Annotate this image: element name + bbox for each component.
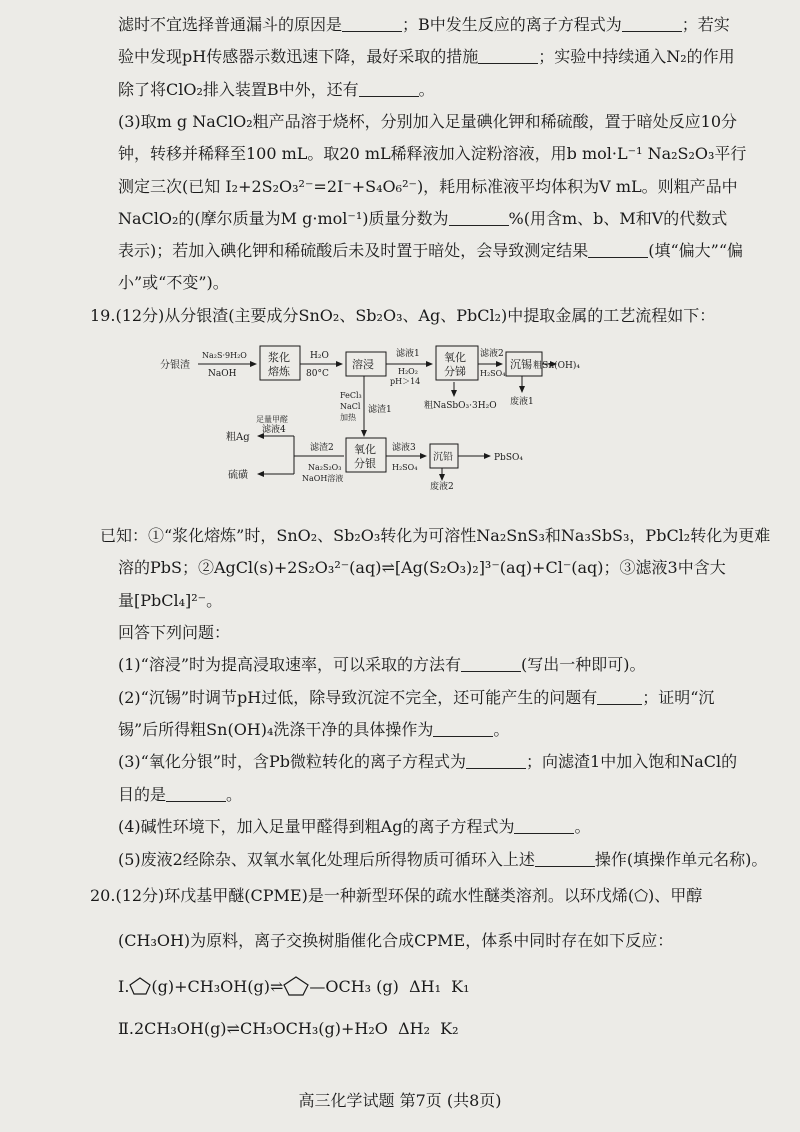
question-line: (1)“溶浸”时为提高浸取速率，可以采取的方法有 (写出一种即可)。 [118,655,646,674]
svg-text:粗NaSbO₃·3H₂O: 粗NaSbO₃·3H₂O [424,401,497,411]
flow-start-label: 分银渣 [160,360,190,371]
svg-text:NaCl: NaCl [340,402,361,411]
svg-text:粗Ag: 粗Ag [226,432,250,443]
answer-blank[interactable] [514,817,574,834]
svg-text:粗Sn(OH)₄: 粗Sn(OH)₄ [533,361,580,371]
svg-text:NaOH溶液: NaOH溶液 [302,474,344,483]
known-line: 已知：①“浆化熔炼”时，SnO₂、Sb₂O₃转化为可溶性Na₂SnS₃和Na₃SbS₃，PbCl₂转化为更难 [100,526,771,545]
svg-text:分锑: 分锑 [444,365,466,378]
answer-blank[interactable] [588,241,648,258]
answer-blank[interactable] [433,720,493,737]
reaction-1: Ⅰ. (g)+CH₃OH(g)⇌ —OCH₃ (g) ΔH₁ K₁ [118,977,470,996]
box-oxidize-silver: 氧化 [354,443,376,456]
box-precipitate-tin: 沉锡 [510,358,532,371]
process-flow-diagram [160,340,580,490]
svg-text:硫磺: 硫磺 [228,470,248,481]
answer-blank[interactable] [359,80,419,97]
svg-text:滤液3: 滤液3 [392,443,416,453]
text-line: 表示)；若加入碘化钾和稀硫酸后未及时置于暗处，会导致测定结果 (填“偏大”“偏 [118,241,744,260]
svg-text:熔炼: 熔炼 [268,365,290,378]
svg-text:足量甲醛: 足量甲醛 [256,415,288,424]
box-oxidize-antimony: 氧化 [444,351,466,364]
svg-text:滤液1: 滤液1 [396,349,420,359]
svg-text:滤液2: 滤液2 [480,349,504,359]
svg-text:H₂O: H₂O [310,351,329,361]
text-line: 除了将ClO₂排入装置B中外，还有 。 [118,80,435,99]
svg-text:废液1: 废液1 [510,397,534,407]
svg-text:H₂O₂: H₂O₂ [398,367,418,376]
question-line: 目的是 。 [118,785,243,804]
svg-text:H₂SO₄: H₂SO₄ [480,369,506,378]
box-precipitate-lead: 沉铅 [433,452,453,463]
answer-blank[interactable] [535,850,595,867]
answer-blank[interactable] [622,15,682,32]
question-line: (5)废液2经除杂、双氧水氧化处理后所得物质可循环入上述 操作(填操作单元名称)。 [118,850,768,869]
svg-text:滤渣2: 滤渣2 [310,443,334,453]
svg-text:Na₂S₂O₃: Na₂S₂O₃ [308,463,342,472]
svg-text:PbSO₄: PbSO₄ [494,453,523,463]
text-line: 钟，转移并稀释至100 mL。取20 mL稀释液加入淀粉溶液，用b mol·L⁻¹ Na₂S₂O₃平行 [118,144,747,163]
question-line: (2)“沉锡”时调节pH过低，除导致沉淀不完全，还可能产生的问题有 ；证明“沉 [118,688,715,707]
text-line: 滤时不宜选择普通漏斗的原因是 ；B中发生反应的离子方程式为 ；若实 [118,15,730,34]
answer-label: 回答下列问题： [118,623,231,642]
text-line: 验中发现pH传感器示数迅速下降，最好采取的措施 ；实验中持续通入N₂的作用 [118,47,735,66]
question-20-title: 20.(12分)环戊基甲醚(CPME)是一种新型环保的疏水性醚类溶剂。以环戊烯(⬠)、甲醇 [90,886,703,905]
page-footer: 高三化学试题 第7页 (共8页) [298,1091,502,1110]
question-19-title: 19.(12分)从分银渣(主要成分SnO₂、Sb₂O₃、Ag、PbCl₂)中提取金属的工艺流程如下： [90,306,716,325]
svg-text:滤渣1: 滤渣1 [368,405,392,415]
text-line: NaClO₂的(摩尔质量为M g·mol⁻¹)质量分数为 %(用含m、b、M和V的代数式 [118,209,728,228]
svg-text:NaOH: NaOH [208,369,237,379]
answer-blank[interactable] [342,15,402,32]
question-20-line: (CH₃OH)为原料，离子交换树脂催化合成CPME，体系中同时存在如下反应： [118,931,674,950]
box-leach: 溶浸 [352,358,374,371]
answer-blank[interactable] [478,47,538,64]
known-line: 溶的PbS；②AgCl(s)+2S₂O₃²⁻(aq)⇌[Ag(S₂O₃)₂]³⁻(aq)+Cl⁻(aq)；③滤液3中含大 [118,558,726,577]
cyclopentene-icon [129,977,151,995]
question-line: 锡”后所得粗Sn(OH)₄洗涤干净的具体操作为 。 [118,720,510,739]
question-line: (4)碱性环境下，加入足量甲醛得到粗Ag的离子方程式为 。 [118,817,591,836]
answer-blank[interactable] [166,785,226,802]
svg-text:H₂SO₄: H₂SO₄ [392,463,418,472]
svg-text:废液2: 废液2 [430,482,454,490]
answer-blank[interactable] [597,688,642,705]
svg-text:pH＞14: pH＞14 [390,377,421,386]
svg-text:80°C: 80°C [306,369,329,379]
box-slurry-smelt: 浆化 [268,351,290,364]
svg-text:FeCl₃: FeCl₃ [340,391,362,400]
text-line: 小”或“不变”)。 [118,273,229,292]
question-line: (3)“氧化分银”时，含Pb微粒转化的离子方程式为 ；向滤渣1中加入饱和NaCl的 [118,752,738,771]
text-line: 测定三次(已知 I₂+2S₂O₃²⁻=2I⁻+S₄O₆²⁻)，耗用标准液平均体积为V mL。则粗产品中 [118,177,738,196]
answer-blank[interactable] [461,655,521,672]
known-line: 量[PbCl₄]²⁻。 [118,591,223,610]
reaction-2: Ⅱ.2CH₃OH(g)⇌CH₃OCH₃(g)+H₂O ΔH₂ K₂ [118,1019,459,1038]
cyclopentyl-icon [283,976,309,996]
svg-text:加热: 加热 [340,413,356,422]
answer-blank[interactable] [466,752,526,769]
text-line: (3)取m g NaClO₂粗产品溶于烧杯，分别加入足量碘化钾和稀硫酸，置于暗处反应10分 [118,112,738,131]
svg-text:Na₂S·9H₂O: Na₂S·9H₂O [202,351,247,360]
svg-text:分银: 分银 [354,457,376,470]
svg-text:滤液4: 滤液4 [262,425,286,435]
answer-blank[interactable] [449,209,509,226]
